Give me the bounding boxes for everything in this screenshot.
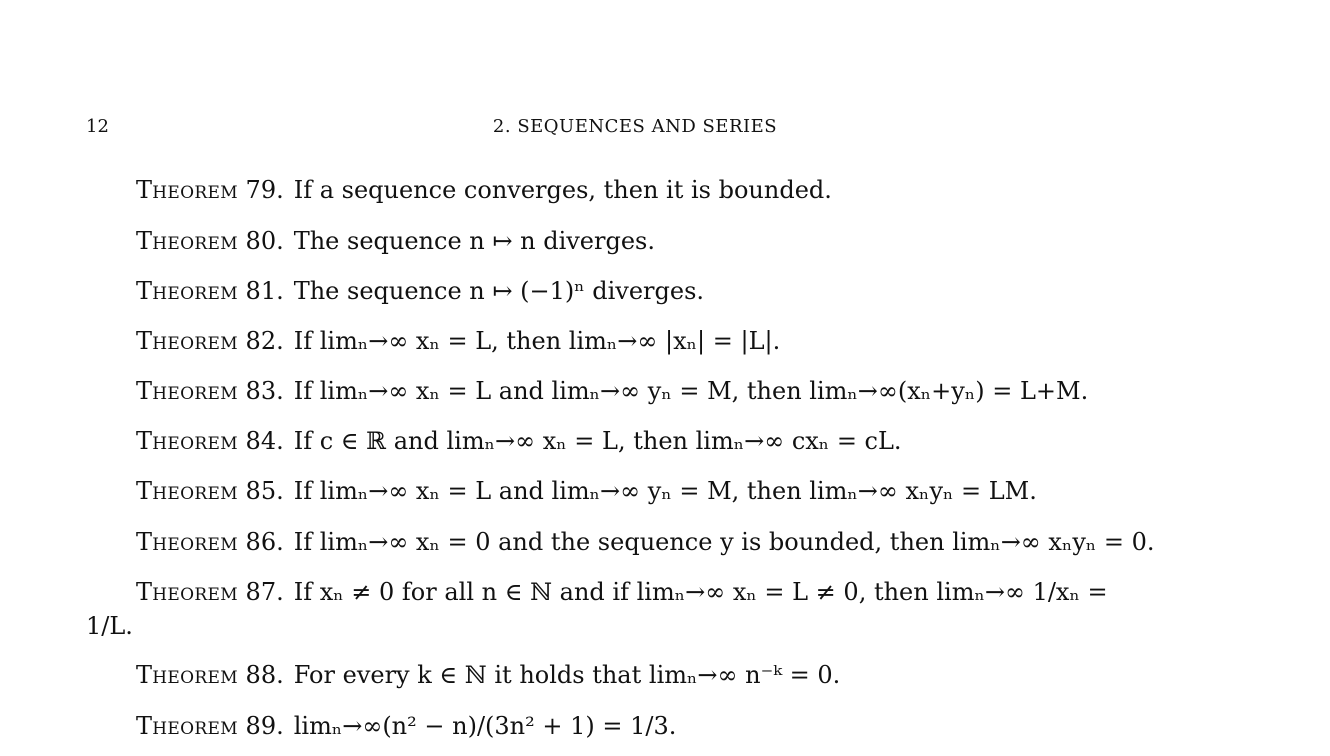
theorem-label: Theorem	[136, 427, 238, 455]
theorem-82	[86, 324, 1186, 358]
theorem-text: If limₙ→∞ xₙ = L, then limₙ→∞ |xₙ| = |L|.	[293, 327, 781, 355]
theorem-number: 82.	[245, 327, 284, 355]
theorem-number: 88.	[245, 661, 284, 689]
theorem-label: Theorem	[136, 578, 238, 606]
theorem-number: 81.	[245, 277, 284, 305]
theorem-79	[86, 173, 1186, 207]
theorem-number: 89.	[245, 712, 284, 740]
theorem-text: For every k ∈ ℕ it holds that limₙ→∞ n⁻ᵏ = 0.	[293, 661, 841, 689]
theorem-text: If limₙ→∞ xₙ = L and limₙ→∞ yₙ = M, then limₙ→∞(xₙ+yₙ) = L+M.	[293, 377, 1089, 405]
theorem-label: Theorem	[136, 377, 238, 405]
theorem-84	[86, 424, 1186, 458]
theorem-text: If c ∈ ℝ and limₙ→∞ xₙ = L, then limₙ→∞ cxₙ = cL.	[293, 427, 902, 455]
theorem-number: 87.	[245, 578, 284, 606]
theorem-number: 79.	[245, 176, 284, 204]
theorem-text: The sequence n ↦ n diverges.	[293, 227, 655, 255]
theorem-label: Theorem	[136, 227, 238, 255]
theorem-87	[86, 575, 1186, 643]
theorem-text: If limₙ→∞ xₙ = 0 and the sequence y is bounded, then limₙ→∞ xₙyₙ = 0.	[293, 528, 1155, 556]
theorem-label: Theorem	[136, 477, 238, 505]
theorem-80	[86, 224, 1186, 258]
theorem-83	[86, 374, 1186, 408]
theorem-text: If limₙ→∞ xₙ = L and limₙ→∞ yₙ = M, then limₙ→∞ xₙyₙ = LM.	[293, 477, 1037, 505]
theorem-text: If xₙ ≠ 0 for all n ∈ ℕ and if limₙ→∞ xₙ = L ≠ 0, then limₙ→∞ 1/xₙ =	[293, 578, 1108, 606]
theorem-label: Theorem	[136, 528, 238, 556]
theorem-89	[86, 709, 1186, 743]
theorem-number: 80.	[245, 227, 284, 255]
theorem-label: Theorem	[136, 327, 238, 355]
running-head: 2. SEQUENCES AND SERIES	[492, 116, 778, 137]
theorem-88	[86, 658, 1186, 692]
page-number: 12	[86, 116, 109, 137]
theorem-text: If a sequence converges, then it is bounded.	[293, 176, 832, 204]
theorem-text: limₙ→∞(n² − n)/(3n² + 1) = 1/3.	[293, 712, 677, 740]
theorem-86	[86, 525, 1186, 559]
theorem-number: 84.	[245, 427, 284, 455]
theorem-number: 85.	[245, 477, 284, 505]
theorem-81	[86, 274, 1186, 308]
theorem-label: Theorem	[136, 712, 238, 740]
theorem-number: 86.	[245, 528, 284, 556]
theorem-label: Theorem	[136, 176, 238, 204]
theorem-85	[86, 474, 1186, 508]
theorem-label: Theorem	[136, 277, 238, 305]
theorem-text-continuation: 1/L.	[86, 612, 133, 640]
theorem-label: Theorem	[136, 661, 238, 689]
theorem-text: The sequence n ↦ (−1)ⁿ diverges.	[293, 277, 705, 305]
theorem-number: 83.	[245, 377, 284, 405]
